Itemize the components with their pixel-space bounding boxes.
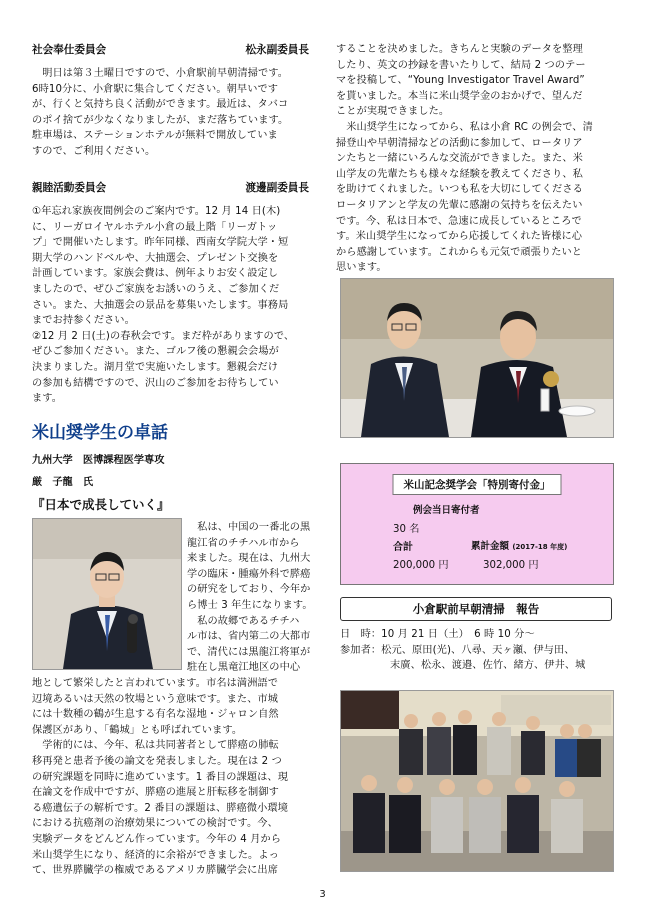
text-line: 学の臨床・腫瘍外科で膵癌	[187, 568, 311, 580]
text-line: 掃登山や早朝清掃などの活動に参加して、ロータリア	[336, 137, 583, 149]
text-line: 明日は第３土曜日ですので、小倉駅前早朝清掃です。	[42, 68, 289, 79]
speech-body	[32, 676, 324, 879]
text-line: 期大学のハンドベルや、大抽選会、プレゼント交換を	[32, 252, 279, 264]
text-line: ましたので、ぜひご家族をお誘いのうえ、ご参加くだ	[32, 283, 280, 295]
speech-continued	[336, 42, 621, 276]
text-line: が、行くと気持ち良く活動ができます。最近は、タバコ	[32, 99, 289, 111]
text-line: プ」で開催いたします。昨年同様、西南女学院大学・短	[32, 237, 289, 249]
fellowship-person: 渡邊副委員長	[245, 182, 309, 194]
text-line: に、リーガロイヤルホテル小倉の最上階「リーガトッ	[32, 221, 278, 233]
text-line: 6時10分に、小倉駅に集合してください。朝早いです	[32, 83, 279, 95]
text-line: すので、ご利用ください。	[32, 145, 156, 157]
text-line: 思います。	[336, 262, 387, 274]
fellowship-title: 親睦活動委員会	[32, 182, 107, 194]
cleanup-date: 10 月 21 日（土） 6 時 10 分～	[381, 629, 535, 640]
cleanup-participants-1: 松元、原田(光)、八尋、天ヶ瀬、伊与田、	[381, 644, 575, 656]
donation-cumulative: 302,000 円	[483, 560, 539, 571]
text-line: て、世界膵臓学の権威であるアメリカ膵臓学会に出席	[32, 865, 278, 877]
text-line: ら博士 3 年生になります。	[187, 599, 313, 611]
text-line: で、清代には黒龍江将軍が	[187, 646, 311, 658]
cumulative-note: (2017-18 年度)	[512, 543, 568, 551]
text-line: 龍江省のチチハル市から	[187, 537, 300, 549]
text-line: のポイ捨てが少なくなりましたが、まだ落ちています。	[32, 114, 289, 126]
text-line: を貰いました。本当に米山奨学金のおかげで、望んだ	[336, 90, 583, 102]
donation-cumulative-label	[471, 538, 567, 552]
text-line: ンたちと一緒にいろんな交流ができました。また、米	[336, 153, 583, 165]
speech-subtitle: 『日本で成長していく』	[32, 497, 170, 512]
text-line: ロータリアンと学友の先輩に感謝の気持ちを伝えたい	[336, 199, 583, 211]
section-title: 米山奨学生の卓話	[32, 423, 168, 443]
text-line: には十数種の鶴が生息する有名な湿地・ジャロン自然	[32, 709, 279, 721]
donation-title: 米山記念奨学会「特別寄付金」	[393, 474, 562, 495]
donation-box	[340, 463, 614, 585]
social-service-heading	[32, 42, 309, 57]
text-line: 米山奨学生になってから、私は小倉 RC の例会で、清	[346, 121, 593, 133]
text-line: 地として繁栄したと言われています。市名は満洲語で	[32, 678, 279, 689]
text-line: ぜひご参加ください。また、ゴルフ後の懇親会会場が	[32, 346, 279, 358]
fellowship-body	[32, 204, 324, 407]
text-line: 来ました。現在は、九州大	[187, 553, 311, 565]
donation-total: 200,000 円	[393, 560, 449, 571]
text-line: ②12 月 2 日(土)の春秋会です。まだ枠がありますので、	[32, 330, 295, 342]
text-line: ことが実現できました。	[336, 106, 450, 118]
text-line: 辺境あるいは天然の牧場という意味です。また、市城	[32, 693, 279, 705]
text-line: の研究課題を同時に進めています。1 番目の課題は、現	[32, 771, 289, 783]
text-line: の参加も結構ですので、沢山のご参加をお待ちしてい	[32, 377, 279, 389]
donation-today-label: 例会当日寄付者	[413, 505, 480, 516]
fellowship-heading	[32, 180, 309, 195]
social-service-body	[32, 66, 322, 160]
page-number: 3	[319, 889, 326, 900]
text-line: 駐在し黒竜江地区の中心	[187, 662, 301, 674]
text-line: す。米山奨学生になってから応援してくれた皆様に心	[336, 231, 583, 243]
speaker-affiliation: 九州大学 医博課程医学専攻	[32, 455, 165, 466]
cleanup-participants-line	[340, 643, 625, 659]
text-line: です。今、私は日本で、急速に成長しているところで	[336, 215, 582, 227]
donation-total-label: 合計	[393, 542, 413, 553]
text-line: さい。また、大抽選会の景品を募集いたします。事務局	[32, 299, 289, 311]
text-line: 駐車場は、ステーションホテルが無料で開放していま	[32, 130, 278, 142]
text-line: 決まりました。湖月堂で実施いたします。懇親会だけ	[32, 361, 279, 373]
cleanup-date-label: 日 時：	[340, 629, 382, 640]
cleanup-date-line	[340, 627, 625, 643]
speaker-photo	[32, 518, 182, 670]
text-line: から感謝しています。これからも元気で頑張りたいと	[336, 246, 583, 258]
text-line: ます。	[32, 393, 63, 405]
text-line: 移再発と患者予後の論文を発表しました。現在は 2 つ	[32, 755, 282, 767]
text-line: を助けてくれました。いつも私を大切にしてくださる	[336, 184, 583, 196]
text-line: 私は、中国の一番北の黒	[197, 522, 311, 533]
cleanup-participants-line-2: 末廣、松永、渡邉、佐竹、緒方、伊井、城	[390, 660, 586, 672]
scholar-and-counselor-photo	[340, 278, 614, 438]
speech-wrap-text	[187, 520, 327, 676]
text-line: における抗癌剤の治療効果についての検討です。今、	[32, 818, 278, 830]
cleanup-group-photo	[340, 690, 614, 872]
text-line: 私の故郷であるチチハ	[197, 615, 300, 627]
text-line: る癌遺伝子の解析です。2 番目の課題は、膵癌微小環境	[32, 802, 289, 814]
text-line: 保護区があり、「鶴城」とも呼ばれています。	[32, 724, 243, 736]
text-line: ル市は、省内第二の大都市	[187, 631, 311, 643]
text-line: したり、英文の抄録を書いたりして、結局 2 つのテー	[336, 59, 586, 71]
cleanup-info	[340, 627, 625, 674]
text-line: 実験データをどんどん作っています。今年の 4 月から	[32, 833, 282, 845]
text-line: 学術的には、今年、私は共同著者として膵癌の肺転	[42, 740, 279, 752]
text-line: 米山奨学生になり、経済的に余裕ができました。よっ	[32, 849, 279, 861]
social-service-title: 社会奉仕委員会	[32, 44, 107, 56]
text-line: 計画しています。家族会費は、例年よりお安く設定し	[32, 268, 279, 280]
social-service-person: 松永副委員長	[245, 44, 309, 56]
text-line: 在論文を作成中ですが、膵癌の進展と肝転移を制御す	[32, 787, 279, 799]
cleanup-title: 小倉駅前早朝清掃 報告	[340, 597, 612, 621]
cumulative-label: 累計金額	[471, 541, 510, 552]
text-line: することを決めました。きちんと実験のデータを整理	[336, 44, 583, 55]
speaker-name: 厳 子龍 氏	[32, 477, 94, 488]
cleanup-participants-label: 参加者：	[340, 644, 382, 656]
text-line: までお持参ください。	[32, 315, 135, 327]
text-line: 山学友の先輩たちも様々な経験を教えてくださり、私	[336, 168, 583, 180]
donation-count: 30 名	[393, 524, 420, 535]
text-line: の研究をしており、今年か	[187, 584, 311, 596]
text-line: ①年忘れ家族夜間例会のご案内です。12 月 14 日(木)	[32, 206, 281, 217]
text-line: マを投稿して、“Young Investigator Travel Award”	[336, 75, 585, 87]
